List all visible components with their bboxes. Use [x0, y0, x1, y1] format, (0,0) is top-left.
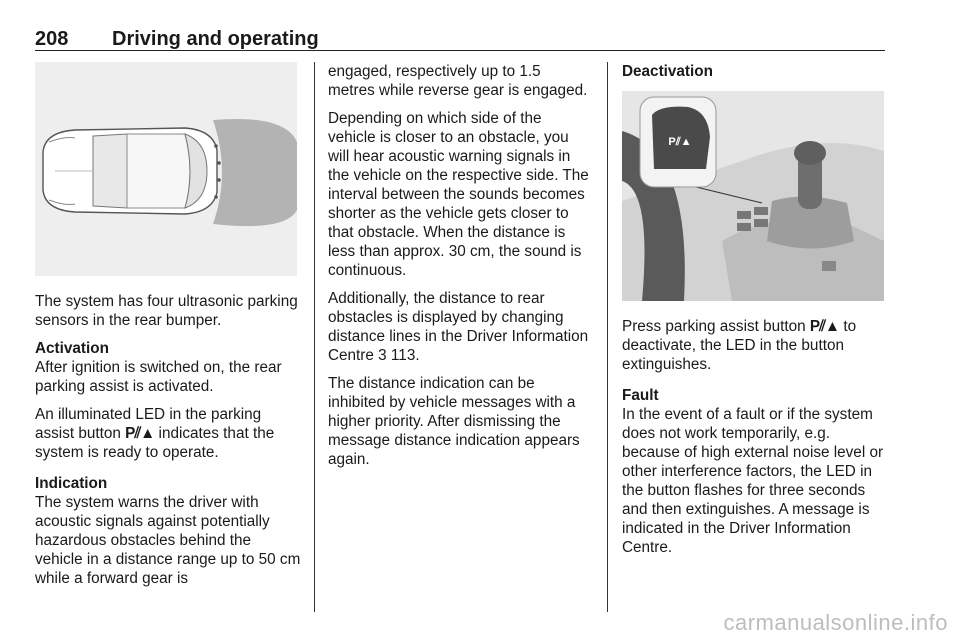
column-3 — [622, 62, 888, 566]
indication-heading: Indication — [35, 475, 108, 492]
parking-assist-button-photo — [622, 91, 884, 301]
page-number: 208 — [35, 28, 69, 50]
intro-text: The system has four ultrasonic parking sensors in the rear bumper. — [35, 293, 298, 329]
parking-assist-symbol-icon: P⫽▲ — [125, 425, 155, 442]
activation-text-2: An illuminated LED in the parking assist button P⫽▲ indicates that the system is ready to operate. — [35, 406, 275, 461]
activation-text-1: After ignition is switched on, the rear parking assist is activated. — [35, 359, 282, 395]
parking-sensor-diagram — [35, 62, 297, 276]
range-text: engaged, respectively up to 1.5 metres while reverse gear is engaged. — [328, 63, 588, 99]
watermark: carmanualsonline.info — [723, 610, 948, 635]
distance-display-text: Additionally, the distance to rear obstacles is displayed by changing distance lines in the Driver Information Centre 3 113. — [328, 290, 589, 364]
sensor-range-zone — [213, 119, 297, 226]
section-title: Driving and operating — [112, 28, 319, 50]
button-label: P⫽▲ — [668, 136, 692, 148]
car-top-view-icon — [43, 128, 217, 214]
page-ref-arrow-icon: 3 — [378, 347, 387, 364]
parking-assist-button-closeup — [652, 107, 710, 169]
inhibit-text: The distance indication can be inhibited by vehicle messages with a higher priority. After dismissing the message distance indication appears again. — [328, 375, 580, 468]
deactivation-text: Press parking assist button P⫽▲ to deactivate, the LED in the button extinguishes. — [622, 318, 857, 373]
activation-heading: Activation — [35, 340, 109, 357]
fault-text: In the event of a fault or if the system does not work temporarily, e.g. because of high external noise level or other interference factors, the LED in the button flashes for three seconds and then extinguishes. A message is indicated in the Driver Information Centre. — [622, 406, 884, 556]
indication-text: The system warns the driver with acoustic signals against potentially hazardous obstacles behind the vehicle in a distance range up to 50 cm while a forward gear is — [35, 494, 301, 587]
column-divider-1 — [314, 62, 315, 612]
fault-heading: Fault — [622, 387, 659, 404]
page-header — [35, 22, 885, 51]
page-ref[interactable]: 113. — [386, 347, 420, 364]
column-divider-2 — [607, 62, 608, 612]
warning-text: Depending on which side of the vehicle is closer to an obstacle, you will hear acoustic warning signals in the vehicle on the respective side. The interval between the sounds becomes shorter as the vehicle gets closer to that obstacle. When the distance is less than approx. 30 cm, the sound is continuous. — [328, 110, 589, 279]
parking-assist-symbol-icon: P⫽▲ — [809, 318, 840, 335]
column-2 — [328, 62, 590, 478]
column-1 — [35, 62, 301, 597]
deactivation-heading: Deactivation — [622, 63, 713, 80]
